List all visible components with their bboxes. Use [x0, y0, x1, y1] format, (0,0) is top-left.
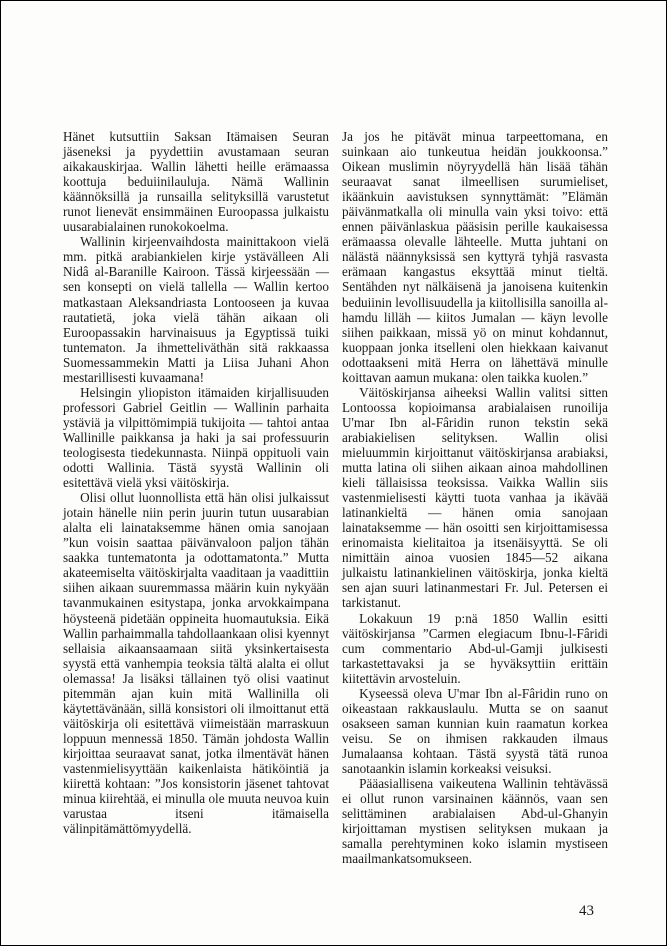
paragraph: Pääasiallisena vaikeutena Wallinin tehtävässä ei ollut runon varsinainen käännös, vaan sen selittäminen arabialaisen Abd-ul-Ghanyin kirjoittaman mystisen selityksen mukaan ja samalla perehtyminen koko islamin mystiseen maailmankatsomukseen.: [342, 776, 608, 867]
right-text-column: [342, 129, 608, 866]
paragraph: Wallinin kirjeenvaihdosta mainittakoon vielä mm. pitkä arabiankielen kirje ystävälleen Ali Nidâ al-Baranille Kairoon. Tässä kirjeessään — sen konsepti on vielä tallella — Wallin kertoo matkastaan Aleksandriasta Lontooseen ja kuvaa rautatietä, joka vielä tähän aikaan oli Euroopassakin harvinaisuus ja Egyptissä tuiki tuntematon. Ja ihmetteliväthän sitä rakkaassa Suomessammekin Matti ja Liisa Juhani Ahon mestarillisesti kuvaamana!: [63, 234, 329, 385]
page-number: 43: [579, 903, 594, 919]
paragraph: Olisi ollut luonnollista että hän olisi julkaissut jotain hänelle niin perin juurin tutun uusarabian alalta eli lainataksemme hänen omia sanojaan ”kun voisin saattaa päivänvaloon paljon tähän saakka tuntematonta ja odottamatonta.” Mutta akateemiselta väitöskirjalta vaaditaan ja vaadittiin siihen aikaan suuremmassa määrin kuin nykyään tavanmukainen esitystapa, jonka arvokkaimpana höysteenä pidetään oppineita huomautuksia. Eikä Wallin parhaimmalla tahdollaankaan olisi kyennyt sellaisia aikaansaamaan siitä yksinkertaisesta syystä että vanhempia teoksia tältä alalta ei ollut olemassa! Ja lisäksi tällainen työ olisi vaatinut pitemmän ajan kuin mitä Wallinilla oli käytettävänään, sillä konsistori oli ilmoittanut että väitöskirja oli esitettävä viimeistään marraskuun loppuun mennessä 1850. Tämän johdosta Wallin kirjoittaa seuraavat sanat, jotka ilmentävät hänen vastenmielisyyttään kaikenlaista hätiköintiä ja kiirettä kohtaan: ”Jos konsistorin jäsenet tahtovat minua kiirehtää, ei minulla ole muuta neuvoa kuin varustaa itseni itämaisella välinpitämättömyydellä.: [63, 490, 329, 837]
paragraph: Lokakuun 19 p:nä 1850 Wallin esitti väitöskirjansa ”Carmen elegiacum Ibnu-l-Fâridi cum commentario Abd-ul-Gamji julkisesti tarkastettavaksi ja se hyväksyttiin erittäin kiitettävin arvosteluin.: [342, 610, 608, 686]
paragraph: Hänet kutsuttiin Saksan Itämaisen Seuran jäseneksi ja pyydettiin avustamaan seuran aikakauskirjaa. Wallin lähetti heille erämaassa koottuja beduiinilauluja. Nämä Wallinin käännöksillä ja runsailla selityksillä varustetut runot lienevät ensimmäinen Euroopassa julkaistu uusarabialainen runokokoelma.: [63, 129, 329, 235]
paragraph-continued: Ja jos he pitävät minua tarpeettomana, en suinkaan aio tunkeutua heidän joukkoonsa.” Oikean muslimin nöyryydellä hän lisää tähän seuraavat sanat ilmeellisen surumieliset, ikäänkuin aavistuksen synnyttämät: ”Elämän päivänmatkalla oli minulla vain yksi toivo: että ennen päivänlaskua pääsisin perille kaukaisessa erämaassa olevalle lähteelle. Mutta juhtani on nälästä näännyksissä sen kyttyrä tyhjä rasvasta erämaan kangastus eksyttää minut tieltä. Sentähden nyt nälkäisenä ja janoisena kuitenkin beduiinin levollisuudella ja kiitollisilla sanoilla al-hamdu lilläh — kiitos Jumalan — käyn levolle siihen paikkaan, missä yö on minut kohdannut, kuoppaan jonka itselleni olen hiekkaan kaivanut odottaakseni mitä Herra on lähettävä minulle koittavan aamun mukana: olen taikka kuolen.”: [342, 129, 608, 385]
paragraph: Väitöskirjansa aiheeksi Wallin valitsi sitten Lontoossa kopioimansa arabialaisen runoilija U'mar Ibn al-Fâridin runon tekstin sekä arabiakielisen selityksen. Wallin olisi mieluummin kirjoittanut väitöskirjansa arabiaksi, mutta latina oli siihen aikaan ainoa mahdollinen kieli tällaisissa teoksissa. Vaikka Wallin siis vastenmielisesti käytti tuota vanhaa ja ikävää latinankieltä — hänen omia sanojaan lainataksemme — hän osoitti sen kirjoittamisessa erinomaista kielitaitoa ja itsenäisyyttä. Se oli nimittäin ainoa vuosien 1845—52 aikana julkaistu latinankielinen väitöskirja, jonka kieltä sen ajan suuri latinanmestari Fr. Jul. Petersen ei tarkistanut.: [342, 384, 608, 611]
paragraph: Kyseessä oleva U'mar Ibn al-Fâridin runo on oikeastaan rakkauslaulu. Mutta se on saanut osakseen saman kunnian kuin raamatun korkea veisu. Se on ihmisen rakkauden ilmaus Jumalaansa kohtaan. Tästä syystä tätä runoa sanotaankin islamin korkeaksi veisuksi.: [342, 685, 608, 776]
left-text-column: [63, 129, 329, 836]
paragraph: Helsingin yliopiston itämaiden kirjallisuuden professori Gabriel Geitlin — Wallinin parhaita ystäviä ja vilpittömimpiä tukijoita — tahtoi antaa Wallinille paikkansa ja haki ja sai professuurin teologisesta tiedekunnasta. Niinpä oppituoli vain odotti Wallinia. Tästä syystä Wallinin oli esitettävä vielä yksi väitöskirja.: [63, 384, 329, 491]
